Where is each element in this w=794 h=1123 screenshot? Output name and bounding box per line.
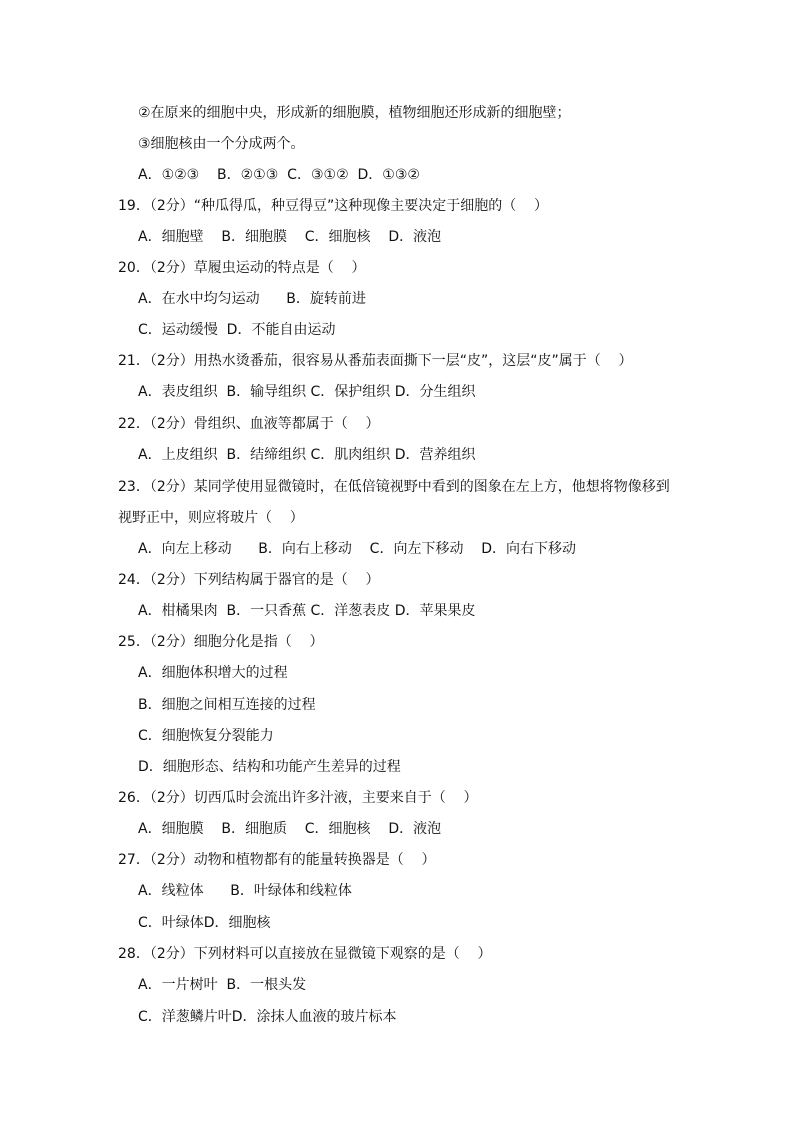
question-22: 22．（2分）骨组织、血液等都属于（ ） <box>118 416 380 432</box>
question-24: 24．（2分）下列结构属于器官的是（ ） <box>118 572 380 588</box>
answer-options: A．细胞壁 B．细胞膜 C．细胞核 D．液泡 <box>138 229 442 245</box>
answer-option-b: B．细胞之间相互连接的过程 <box>138 697 316 713</box>
question-28: 28．（2分）下列材料可以直接放在显微镜下观察的是（ ） <box>118 946 492 962</box>
answer-options: A．细胞膜 B．细胞质 C．细胞核 D．液泡 <box>138 821 442 837</box>
answer-option-d: D．细胞形态、结构和功能产生差异的过程 <box>138 759 401 775</box>
answer-options: A．表皮组织 B．输导组织 C．保护组织 D．分生组织 <box>138 384 476 400</box>
answer-options: A．一片树叶 B．一根头发 <box>138 977 307 993</box>
answer-options: C．洋葱鳞片叶D．涂抹人血液的玻片标本 <box>138 1009 397 1025</box>
question-25: 25．（2分）细胞分化是指（ ） <box>118 634 324 650</box>
question-23-continued: 视野正中，则应将玻片（ ） <box>118 510 304 526</box>
question-27: 27．（2分）动物和植物都有的能量转换器是（ ） <box>118 852 436 868</box>
question-20: 20．（2分）草履虫运动的特点是（ ） <box>118 260 366 276</box>
answer-options: A．上皮组织 B．结缔组织 C．肌肉组织 D．营养组织 <box>138 447 476 463</box>
option-line: ②在原来的细胞中央，形成新的细胞膜，植物细胞还形成新的细胞壁； <box>138 105 571 121</box>
answer-options: A．线粒体 B．叶绿体和线粒体 <box>138 883 352 899</box>
question-19: 19．（2分）“种瓜得瓜，种豆得豆”这种现像主要决定于细胞的（ ） <box>118 198 549 214</box>
answer-options: A．向左上移动 B．向右上移动 C．向左下移动 D．向右下移动 <box>138 541 577 557</box>
answer-options: C．运动缓慢 D．不能自由运动 <box>138 322 336 338</box>
answer-options: A．①②③ B．②①③ C．③①② D．①③② <box>138 167 420 183</box>
answer-option-a: A．细胞体积增大的过程 <box>138 665 288 681</box>
question-26: 26．（2分）切西瓜时会流出许多汁液，主要来自于（ ） <box>118 790 478 806</box>
question-23: 23．（2分）某同学使用显微镜时，在低倍镜视野中看到的图象在左上方，他想将物像移到 <box>118 479 670 495</box>
option-line: ③细胞核由一个分成两个。 <box>138 136 305 152</box>
answer-options: C．叶绿体D．细胞核 <box>138 915 271 931</box>
question-21: 21．（2分）用热水烫番茄，很容易从番茄表面撕下一层“皮”，这层“皮”属于（ ） <box>118 353 633 369</box>
answer-option-c: C．细胞恢复分裂能力 <box>138 728 274 744</box>
answer-options: A．柑橘果肉 B．一只香蕉 C．洋葱表皮 D．苹果果皮 <box>138 603 476 619</box>
answer-options: A．在水中均匀运动 B．旋转前进 <box>138 291 366 307</box>
